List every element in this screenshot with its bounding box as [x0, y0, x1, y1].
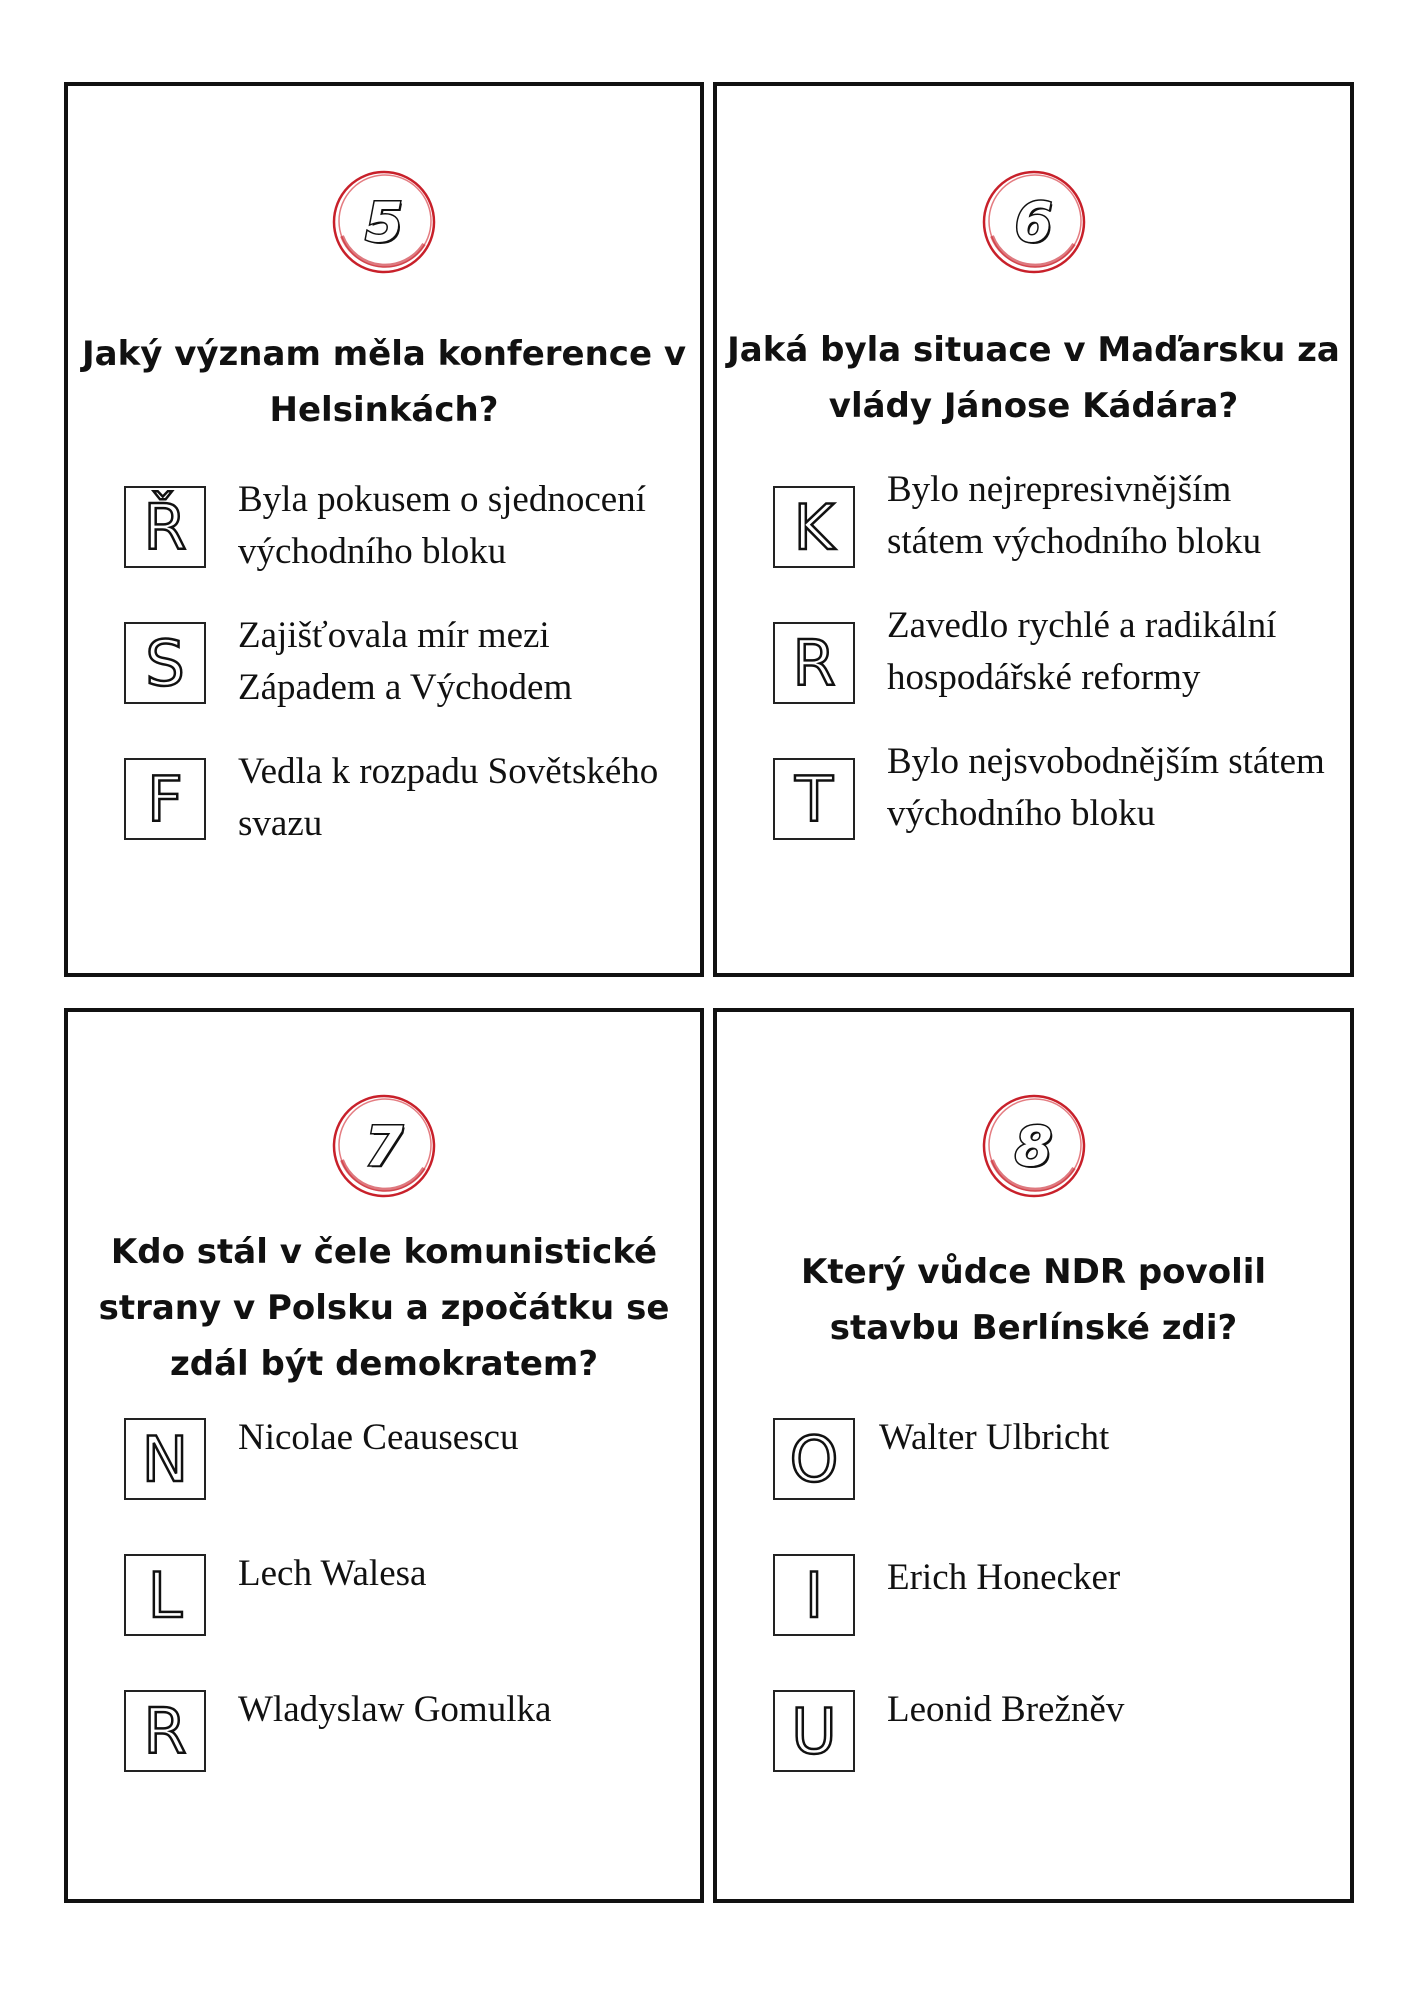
option-text: Leonid Brežněv: [887, 1689, 1125, 1730]
card-number: 5: [365, 190, 403, 254]
answer-option[interactable]: [68, 1554, 700, 1644]
option-letter: T: [773, 758, 855, 840]
quiz-card-5: [64, 82, 704, 977]
number-badge: [328, 1090, 440, 1202]
number-badge: [328, 166, 440, 278]
option-text: Bylo nejsvobodnějším státem východního bloku: [887, 741, 1325, 834]
option-letter: Ř: [124, 486, 206, 568]
option-letter: R: [124, 1690, 206, 1772]
number-badge: [978, 166, 1090, 278]
quiz-card-7: [64, 1008, 704, 1903]
answer-option[interactable]: [68, 751, 700, 848]
question-text: Kdo stál v čele komunistické strany v Polsku a zpočátku se zdál být demokratem?: [98, 1232, 670, 1384]
answer-option[interactable]: [717, 605, 1350, 712]
option-text: Wladyslaw Gomulka: [238, 1689, 552, 1730]
option-text: Zajišťovala mír mezi Západem a Východem: [238, 615, 573, 708]
option-letter: I: [773, 1554, 855, 1636]
quiz-card-6: [713, 82, 1354, 977]
option-text: Erich Honecker: [887, 1557, 1121, 1598]
answer-option[interactable]: [68, 1418, 700, 1508]
option-letter: K: [773, 486, 855, 568]
option-letter: L: [124, 1554, 206, 1636]
question-text: Který vůdce NDR povolil stavbu Berlínské zdi?: [800, 1252, 1267, 1348]
option-text: Byla pokusem o sjednocení východního bloku: [238, 479, 646, 572]
option-text: Walter Ulbricht: [879, 1417, 1110, 1458]
option-text: Zavedlo rychlé a radikální hospodářské reformy: [887, 605, 1277, 698]
answer-option[interactable]: [68, 615, 700, 712]
answer-option[interactable]: [717, 1418, 1350, 1508]
question-text: Jaká byla situace v Maďarsku za vlády Jánose Kádára?: [727, 330, 1340, 426]
answer-option[interactable]: [68, 479, 700, 576]
card-number: 8: [1014, 1114, 1053, 1178]
answer-option[interactable]: [717, 741, 1350, 848]
option-text: Vedla k rozpadu Sovětského svazu: [238, 751, 659, 844]
option-text: Bylo nejrepresivnějším státem východního bloku: [887, 469, 1262, 562]
card-number: 7: [365, 1114, 403, 1178]
number-badge: [978, 1090, 1090, 1202]
option-letter: F: [124, 758, 206, 840]
option-text: Lech Walesa: [238, 1553, 427, 1594]
option-letter: S: [124, 622, 206, 704]
option-letter: N: [124, 1418, 206, 1500]
quiz-card-8: [713, 1008, 1354, 1903]
option-letter: R: [773, 622, 855, 704]
question-text: Jaký význam měla konference v Helsinkách?: [81, 334, 686, 430]
option-letter: O: [773, 1418, 855, 1500]
answer-option[interactable]: [68, 1690, 700, 1780]
card-number: 6: [1014, 190, 1053, 254]
option-text: Nicolae Ceausescu: [238, 1417, 519, 1458]
option-letter: U: [773, 1690, 855, 1772]
answer-option[interactable]: [717, 469, 1350, 576]
answer-option[interactable]: [717, 1554, 1350, 1644]
answer-option[interactable]: [717, 1690, 1350, 1780]
